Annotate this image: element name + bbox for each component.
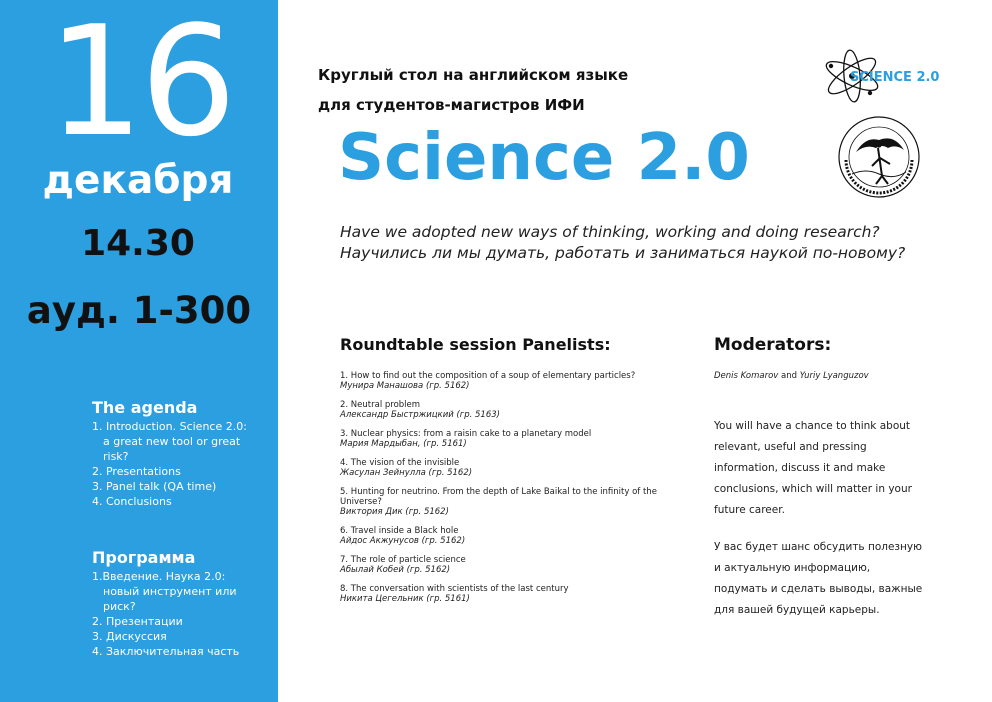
moderator-name-2: Yuriy Lyanguzov (799, 371, 869, 381)
event-question (340, 222, 950, 264)
event-month: декабря (42, 158, 234, 203)
science-atom-logo (820, 44, 940, 108)
agenda-ru-item: 4. Заключительная часть (92, 645, 240, 658)
panelist-item (340, 555, 670, 575)
panelist-speaker: Мария Мардыбан, (гр. 5161) (340, 439, 467, 449)
agenda-ru-item (92, 569, 267, 614)
panelist-item (340, 487, 670, 517)
university-seal-logo (836, 114, 922, 200)
panelist-topic: 2. Neutral problem (340, 400, 421, 410)
panelist-topic: 5. Hunting for neutrino. From the depth of Lake Baikal to the infinity of the Universe? (340, 487, 657, 507)
moderators-text-en: You will have a chance to think about relevant, useful and pressing information, discuss it and make conclusions, which will matter in your future career. (714, 420, 912, 516)
event-day: 16 (47, 0, 233, 170)
panelist-item (340, 371, 670, 391)
moderator-and: and (781, 371, 798, 381)
event-subtitle (318, 60, 658, 120)
moderator-name-1: Denis Komarov (714, 371, 779, 381)
agenda-en-item-1-cont: a great new tool or great risk? (103, 435, 241, 463)
agenda-en-item: 3. Panel talk (QA time) (92, 480, 217, 493)
agenda-ru-item-1-cont: новый инструмент или риск? (103, 585, 237, 613)
moderators-heading: Moderators: (714, 335, 832, 355)
agenda-en-item (92, 419, 267, 464)
panelist-speaker: Александр Быстржицкий (гр. 5163) (340, 410, 500, 420)
event-room: ауд. 1-300 (26, 289, 252, 332)
panelists-list (340, 371, 670, 613)
panelist-item (340, 526, 670, 546)
panelists-heading: Roundtable session Panelists: (340, 335, 611, 354)
panelist-speaker: Виктория Дик (гр. 5162) (340, 507, 449, 517)
agenda-en-item: 4. Conclusions (92, 495, 172, 508)
subtitle-line-1: Круглый стол на английском языке (318, 66, 629, 84)
panelist-speaker: Никита Цегельник (гр. 5161) (340, 594, 470, 604)
event-time: 14.30 (81, 223, 195, 264)
panelist-speaker: Абылай Кобей (гр. 5162) (340, 565, 451, 575)
agenda-en-item: 2. Presentations (92, 465, 181, 478)
question-en: Have we adopted new ways of thinking, working and doing research? (340, 223, 880, 241)
agenda-ru-list (92, 569, 267, 659)
agenda-ru-item-1: 1.Введение. Наука 2.0: (92, 570, 226, 583)
panelist-item (340, 400, 670, 420)
agenda-ru (92, 548, 267, 659)
subtitle-line-2: для студентов-магистров ИФИ (318, 96, 585, 114)
date-sidebar (0, 0, 278, 702)
moderator-names (714, 371, 934, 382)
panelist-topic: 6. Travel inside a Black hole (340, 526, 459, 536)
agenda-en (92, 398, 267, 509)
panelist-topic: 3. Nuclear physics: from a raisin cake to a planetary model (340, 429, 592, 439)
panelist-topic: 4. The vision of the invisible (340, 458, 460, 468)
panelist-speaker: Жасулан Зейнулла (гр. 5162) (340, 468, 473, 478)
agenda-en-list (92, 419, 267, 509)
question-ru: Научились ли мы думать, работать и заниматься наукой по-новому? (340, 244, 906, 262)
panelist-item (340, 429, 670, 449)
panelist-topic: 8. The conversation with scientists of the last century (340, 584, 569, 594)
science-logo-text: SCIENCE 2.0 (850, 70, 940, 85)
panelist-topic: 1. How to find out the composition of a soup of elementary particles? (340, 371, 636, 381)
agenda-ru-item: 2. Презентации (92, 615, 183, 628)
panelist-item (340, 584, 670, 604)
agenda-en-item-1: 1. Introduction. Science 2.0: (92, 420, 247, 433)
panelist-speaker: Айдос Акжунусов (гр. 5162) (340, 536, 466, 546)
agenda-ru-heading: Программа (92, 548, 196, 567)
panelist-topic: 7. The role of particle science (340, 555, 466, 565)
panelist-speaker: Мунира Манашова (гр. 5162) (340, 381, 470, 391)
agenda-en-heading: The agenda (92, 398, 198, 417)
page-title: Science 2.0 (338, 121, 750, 195)
moderators-text-ru: У вас будет шанс обсудить полезную и актуальную информацию, подумать и сделать выводы, важные для вашей будущей карьеры. (714, 541, 923, 616)
panelist-item (340, 458, 670, 478)
agenda-ru-item: 3. Дискуссия (92, 630, 167, 643)
